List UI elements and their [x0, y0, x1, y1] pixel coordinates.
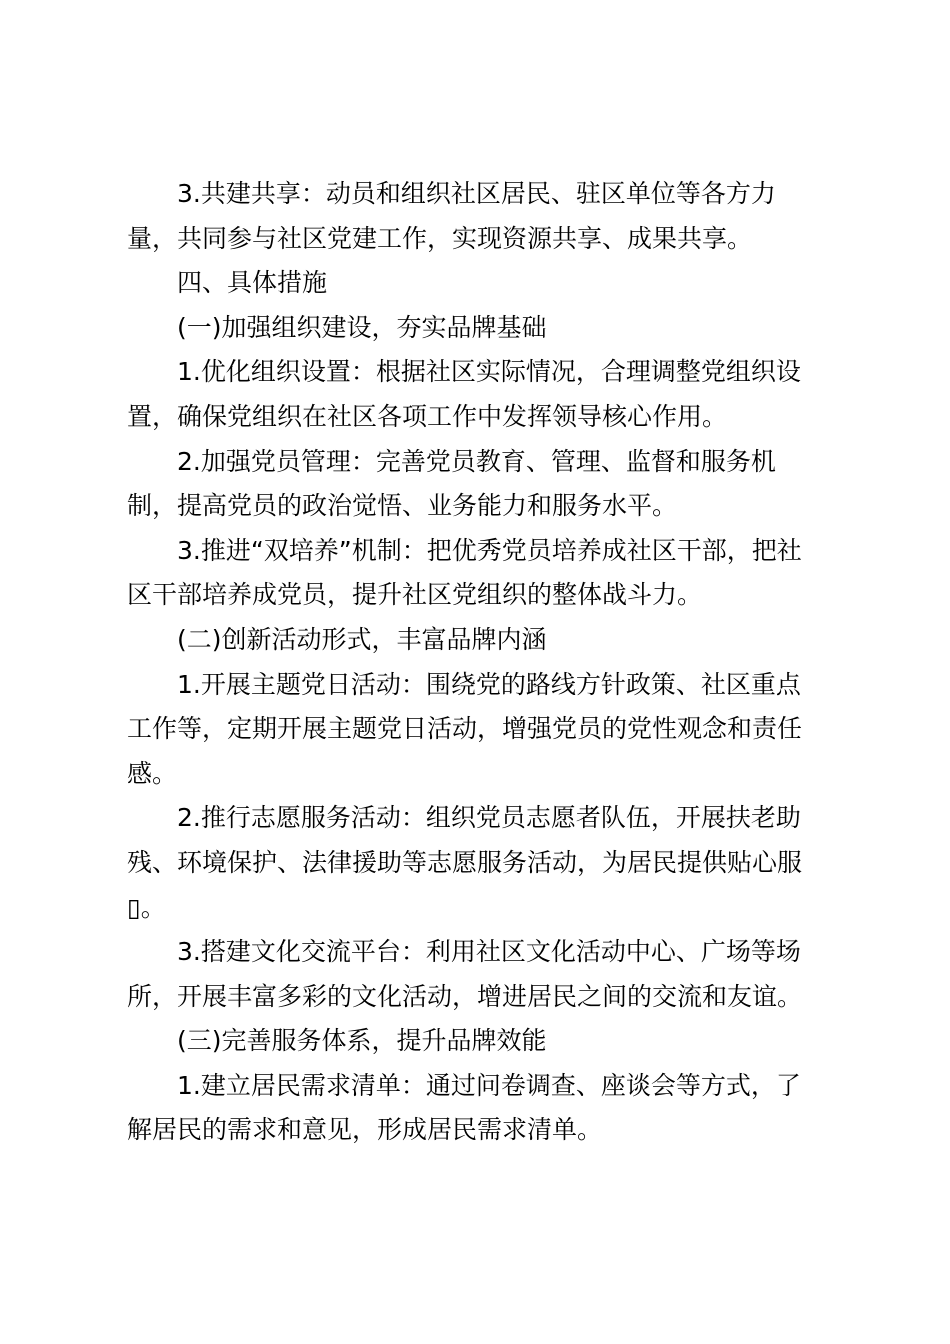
section-heading-specific-measures: 四、具体措施	[177, 268, 328, 298]
paragraph-volunteer-service: 2.推行志愿服务活动：组织党员志愿者队伍，开展扶老助残、环境保护、法律援助等志愿服务活动，为居民提供贴心服▯。	[127, 803, 803, 922]
paragraph-dual-cultivation: 3.推进“双培养”机制：把优秀党员培养成社区干部，把社区干部培养成党员，提升社区党组织的整体战斗力。	[127, 535, 802, 610]
document-body	[127, 172, 822, 1153]
paragraph-cultural-platform: 3.搭建文化交流平台：利用社区文化活动中心、广场等场所，开展丰富多彩的文化活动，增进居民之间的交流和友谊。	[127, 937, 803, 1011]
subheading-innovate-activities: (二)创新活动形式，丰富品牌内涵	[177, 624, 547, 654]
subheading-organization-building: (一)加强组织建设，夯实品牌基础	[177, 312, 547, 342]
paragraph-resident-needs-list: 1.建立居民需求清单：通过问卷调查、座谈会等方式，了解居民的需求和意见，形成居民需求清单。	[127, 1070, 801, 1145]
paragraph-theme-party-day: 1.开展主题党日活动：围绕党的路线方针政策、社区重点工作等，定期开展主题党日活动，增强党员的党性观念和责任感。	[127, 669, 803, 788]
paragraph-point-3-co-building: 3.共建共享：动员和组织社区居民、驻区单位等各方力量，共同参与社区党建工作，实现资源共享、成果共享。	[127, 179, 776, 253]
subheading-service-system: (三)完善服务体系，提升品牌效能	[177, 1026, 547, 1056]
paragraph-optimize-organization: 1.优化组织设置：根据社区实际情况，合理调整党组织设置，确保党组织在社区各项工作中发挥领导核心作用。	[127, 357, 801, 431]
paragraph-member-management: 2.加强党员管理：完善党员教育、管理、监督和服务机制，提高党员的政治觉悟、业务能力和服务水平。	[127, 446, 776, 521]
